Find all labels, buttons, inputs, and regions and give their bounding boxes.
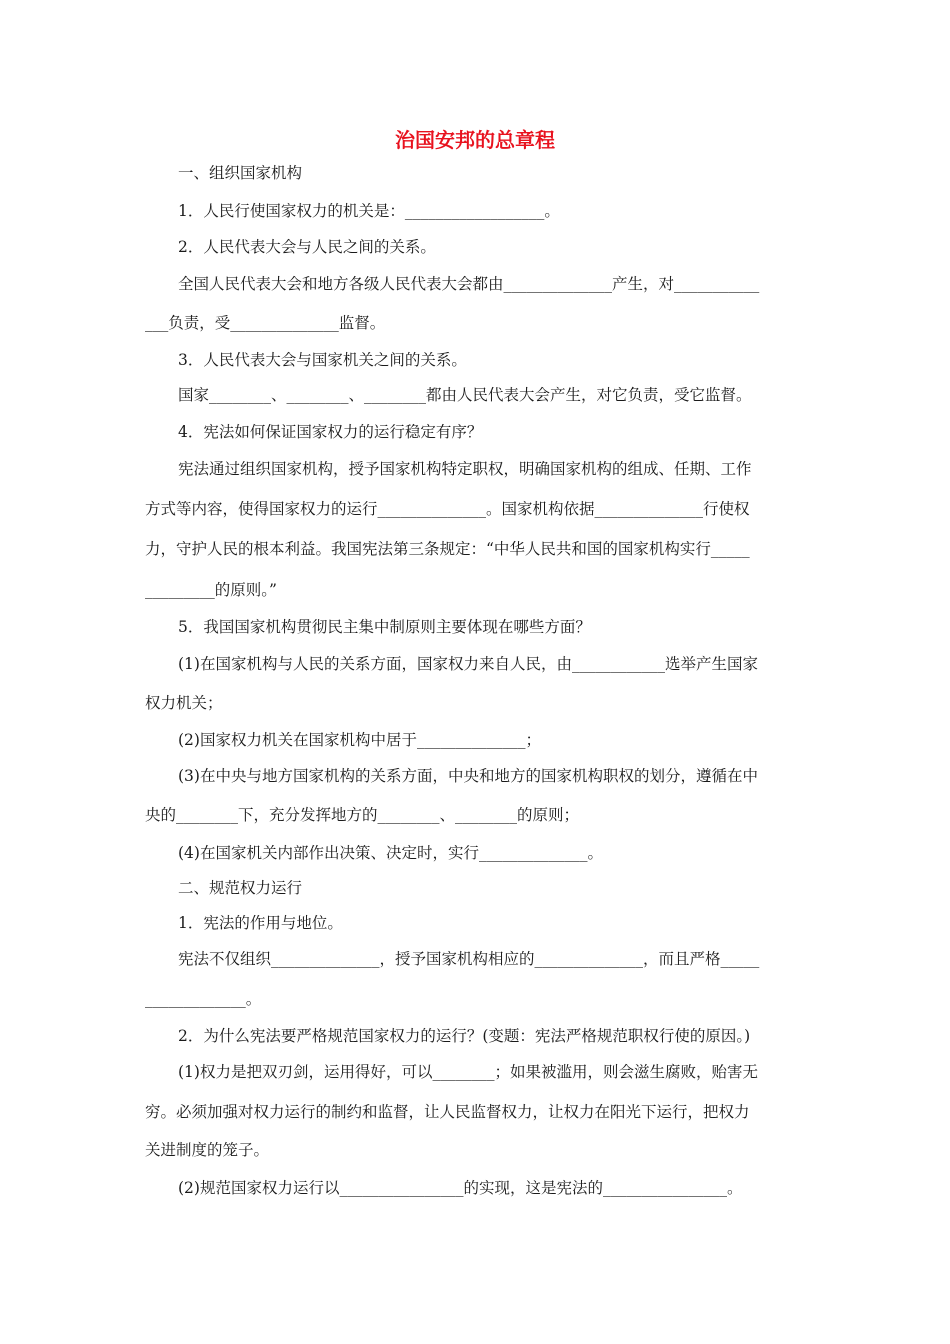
question-line: 4．宪法如何保证国家权力的运行稳定有序？ — [178, 423, 483, 441]
answer-line: (4)在国家机关内部作出决策、决定时，实行______________。 — [178, 844, 603, 862]
answer-line: 方式等内容，使得国家权力的运行______________。国家机构依据______________行使权 — [145, 500, 750, 518]
page-title: 治国安邦的总章程 — [395, 128, 555, 152]
answer-line: 穷。必须加强对权力运行的制约和监督，让人民监督权力，让权力在阳光下运行，把权力 — [145, 1103, 750, 1121]
question-line: 2．人民代表大会与人民之间的关系。 — [178, 238, 436, 256]
answer-line: (2)国家权力机关在国家机构中居于______________； — [178, 731, 541, 749]
answer-line: 央的________下，充分发挥地方的________、________的原则； — [145, 806, 580, 824]
answer-line: (1)权力是把双刃剑，运用得好，可以________；如果被滥用，则会滋生腐败，贻害无 — [178, 1063, 758, 1081]
answer-line: 全国人民代表大会和地方各级人民代表大会都由______________产生，对___________ — [178, 275, 760, 293]
question-line: 5．我国国家机构贯彻民主集中制原则主要体现在哪些方面？ — [178, 618, 591, 636]
question-line: 1．宪法的作用与地位。 — [178, 914, 343, 932]
section-heading: 二、规范权力运行 — [178, 879, 303, 897]
question-line: 2．为什么宪法要严格规范国家权力的运行？(变题：宪法严格规范职权行使的原因。) — [178, 1027, 751, 1045]
section-heading: 一、组织国家机构 — [178, 164, 303, 182]
answer-line: 关进制度的笼子。 — [145, 1141, 270, 1159]
answer-line: 宪法通过组织国家机构，授予国家机构特定职权，明确国家机构的组成、任期、工作 — [178, 460, 752, 478]
answer-line: 宪法不仅组织______________，授予国家机构相应的______________，而且严格_____ — [178, 950, 760, 968]
answer-line: _____________。 — [145, 990, 262, 1008]
answer-line: (1)在国家机构与人民的关系方面，国家权力来自人民，由____________选举产生国家 — [178, 655, 758, 673]
answer-line: (2)规范国家权力运行以________________的实现，这是宪法的________________。 — [178, 1179, 743, 1197]
question-line: 3．人民代表大会与国家机关之间的关系。 — [178, 351, 467, 369]
answer-line: 力，守护人民的根本利益。我国宪法第三条规定：“中华人民共和国的国家机构实行_____ — [145, 540, 750, 558]
answer-line: (3)在中央与地方国家机构的关系方面，中央和地方的国家机构职权的划分，遵循在中 — [178, 767, 758, 785]
question-line: 1．人民行使国家权力的机关是：__________________。 — [178, 202, 560, 220]
answer-line: ___负责，受______________监督。 — [145, 314, 386, 332]
answer-line: 权力机关； — [145, 694, 223, 712]
answer-line: 国家________、________、________都由人民代表大会产生，对它负责，受它监督。 — [178, 386, 752, 404]
answer-line: _________的原则。” — [145, 581, 277, 599]
